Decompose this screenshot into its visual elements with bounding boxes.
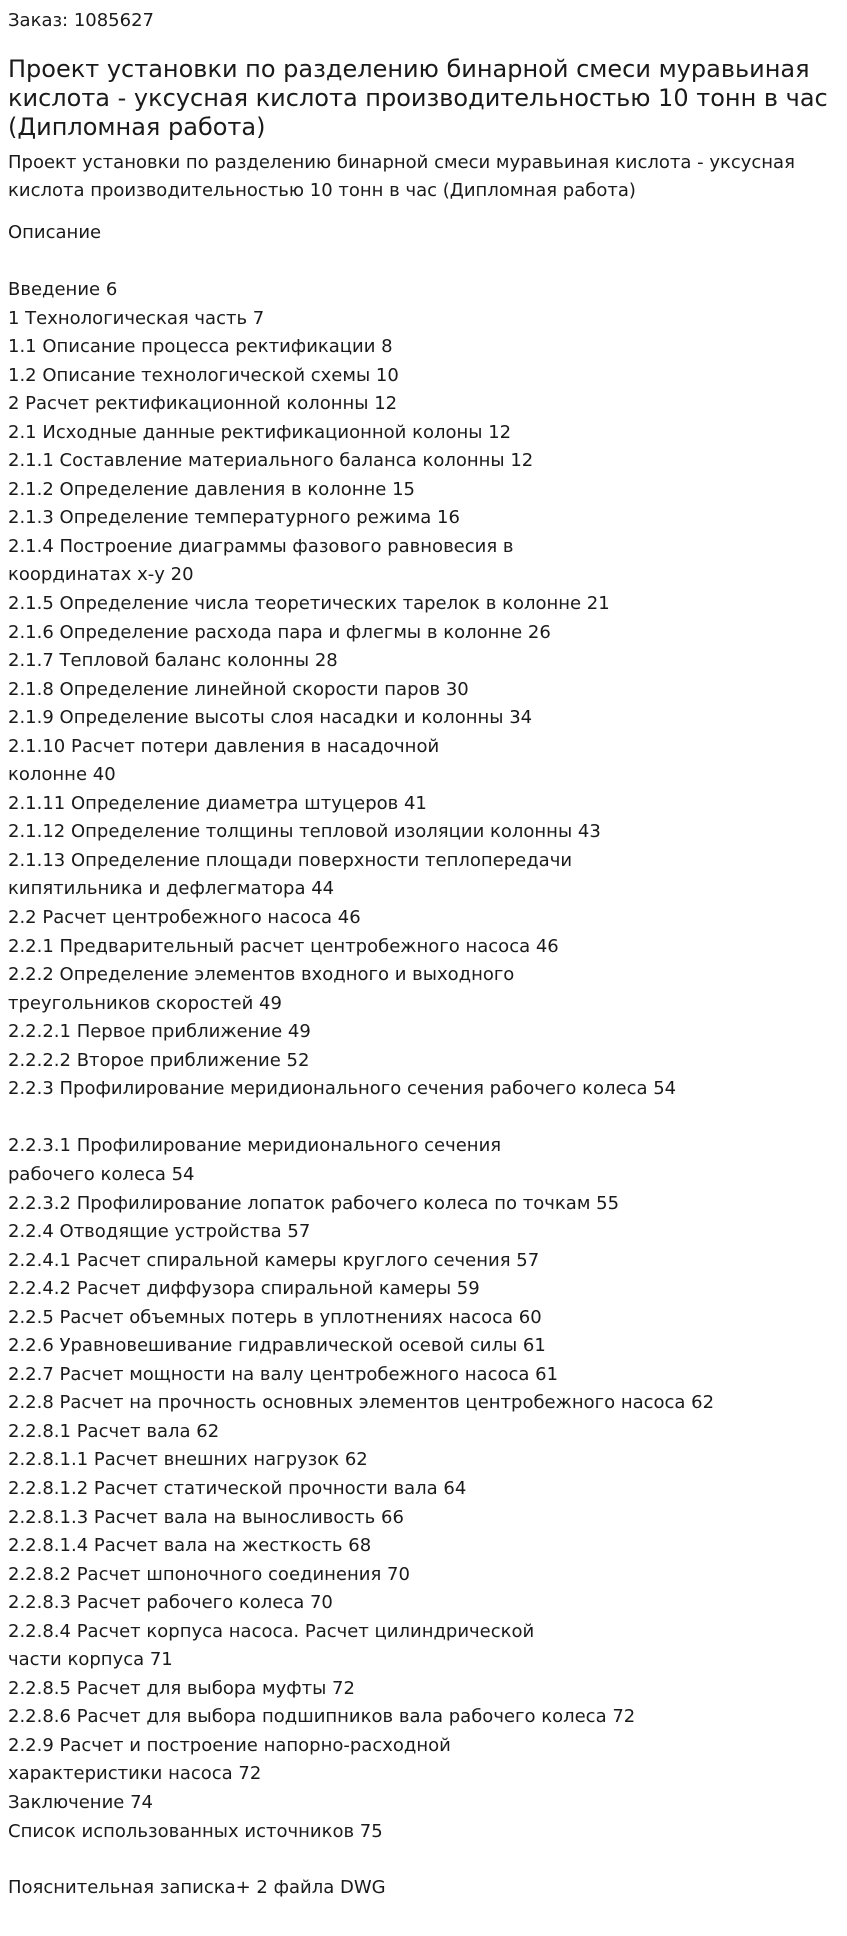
- page-subtitle: Проект установки по разделению бинарной смеси муравьиная кислота - уксусная кислота производительностью 10 тонн в час (Дипломная работа): [8, 152, 795, 201]
- toc-line: 2.1.1 Составление материального баланса колонны 12: [8, 450, 534, 472]
- order-number: Заказ: 1085627: [8, 10, 154, 31]
- toc-line: 2.1.6 Определение расхода пара и флегмы в колонне 26: [8, 621, 551, 643]
- toc-line: колонне 40: [8, 764, 116, 786]
- toc-line: 2.1.4 Построение диаграммы фазового равновесия в: [8, 535, 514, 557]
- toc-line: 2.2.6 Уравновешивание гидравлической осевой силы 61: [8, 1335, 546, 1357]
- toc-line: 2.2.1 Предварительный расчет центробежного насоса 46: [8, 935, 559, 957]
- toc-line: 2.1.9 Определение высоты слоя насадки и колонны 34: [8, 707, 533, 729]
- toc-line: координатах х-у 20: [8, 564, 194, 586]
- toc-line: кипятильника и дефлегматора 44: [8, 878, 335, 900]
- toc-line: части корпуса 71: [8, 1649, 173, 1671]
- toc-line: 2.2.7 Расчет мощности на валу центробежного насоса 61: [8, 1363, 559, 1385]
- description-label: Описание: [8, 222, 102, 243]
- toc-line: [8, 1104, 839, 1133]
- toc-line: 2.2.4.1 Расчет спиральной камеры круглого сечения 57: [8, 1249, 540, 1271]
- toc-line: 2.1.10 Расчет потери давления в насадочной: [8, 735, 440, 757]
- toc-line: 2.2.8.1.4 Расчет вала на жесткость 68: [8, 1535, 372, 1557]
- toc-line: Список использованных источников 75: [8, 1820, 383, 1842]
- toc-line: 1 Технологическая часть 7: [8, 307, 265, 329]
- toc-line: 2.2.8.5 Расчет для выбора муфты 72: [8, 1677, 355, 1699]
- toc-line: 2.2.2 Определение элементов входного и выходного: [8, 964, 515, 986]
- toc-line: характеристики насоса 72: [8, 1763, 262, 1785]
- toc-line: 2.2.2.1 Первое приближение 49: [8, 1021, 311, 1043]
- toc-line: 2.2.8.1.2 Расчет статической прочности вала 64: [8, 1477, 467, 1499]
- toc-line: 2.1 Исходные данные ректификационной колоны 12: [8, 421, 512, 443]
- footer-note: Пояснительная записка+ 2 файла DWG: [8, 1877, 386, 1899]
- toc-line: 2.1.7 Тепловой баланс колонны 28: [8, 650, 338, 672]
- toc-line: 2.1.13 Определение площади поверхности теплопередачи: [8, 849, 573, 871]
- toc-line: 2.2.9 Расчет и построение напорно-расходной: [8, 1734, 451, 1756]
- toc-line: 2.1.5 Определение числа теоретических тарелок в колонне 21: [8, 593, 610, 615]
- toc-line: 2.2.4 Отводящие устройства 57: [8, 1221, 311, 1243]
- toc-line: 2.1.8 Определение линейной скорости паров 30: [8, 678, 469, 700]
- toc-line: 2.1.11 Определение диаметра штуцеров 41: [8, 792, 427, 814]
- toc-line: 2.2.8.1.1 Расчет внешних нагрузок 62: [8, 1449, 368, 1471]
- toc-line: треугольников скоростей 49: [8, 992, 282, 1014]
- toc-line: 2.2.3.1 Профилирование меридионального сечения: [8, 1135, 502, 1157]
- toc-line: 2.2.3.2 Профилирование лопаток рабочего колеса по точкам 55: [8, 1192, 620, 1214]
- toc-line: 1.1 Описание процесса ректификации 8: [8, 336, 393, 358]
- page-title: Проект установки по разделению бинарной смеси муравьиная кислота - уксусная кислота производительностью 10 тонн в час (Дипломная работа): [8, 55, 828, 141]
- toc-line: рабочего колеса 54: [8, 1163, 195, 1185]
- table-of-contents: [8, 276, 839, 1846]
- toc-line: 2.2.8.6 Расчет для выбора подшипников вала рабочего колеса 72: [8, 1706, 636, 1728]
- toc-line: 2.1.2 Определение давления в колонне 15: [8, 478, 415, 500]
- toc-line: 2.2.8.4 Расчет корпуса насоса. Расчет цилиндрической: [8, 1620, 535, 1642]
- toc-line: 2.2.5 Расчет объемных потерь в уплотнениях насоса 60: [8, 1306, 542, 1328]
- toc-line: Заключение 74: [8, 1791, 153, 1813]
- toc-line: 2.2.3 Профилирование меридионального сечения рабочего колеса 54: [8, 1078, 677, 1100]
- toc-line: 2.2 Расчет центробежного насоса 46: [8, 907, 361, 929]
- toc-line: 2.2.4.2 Расчет диффузора спиральной камеры 59: [8, 1278, 480, 1300]
- toc-line: 2.2.8.2 Расчет шпоночного соединения 70: [8, 1563, 410, 1585]
- toc-line: 2.2.2.2 Второе приближение 52: [8, 1049, 310, 1071]
- toc-line: 2.1.12 Определение толщины тепловой изоляции колонны 43: [8, 821, 601, 843]
- toc-line: 2.2.8.1 Расчет вала 62: [8, 1420, 220, 1442]
- toc-line: 1.2 Описание технологической схемы 10: [8, 364, 399, 386]
- toc-line: 2.2.8.1.3 Расчет вала на выносливость 66: [8, 1506, 404, 1528]
- toc-line: 2 Расчет ректификационной колонны 12: [8, 393, 398, 415]
- toc-line: 2.2.8 Расчет на прочность основных элементов центробежного насоса 62: [8, 1392, 715, 1414]
- toc-line: 2.2.8.3 Расчет рабочего колеса 70: [8, 1592, 333, 1614]
- toc-line: Введение 6: [8, 279, 118, 300]
- toc-line: 2.1.3 Определение температурного режима 16: [8, 507, 460, 529]
